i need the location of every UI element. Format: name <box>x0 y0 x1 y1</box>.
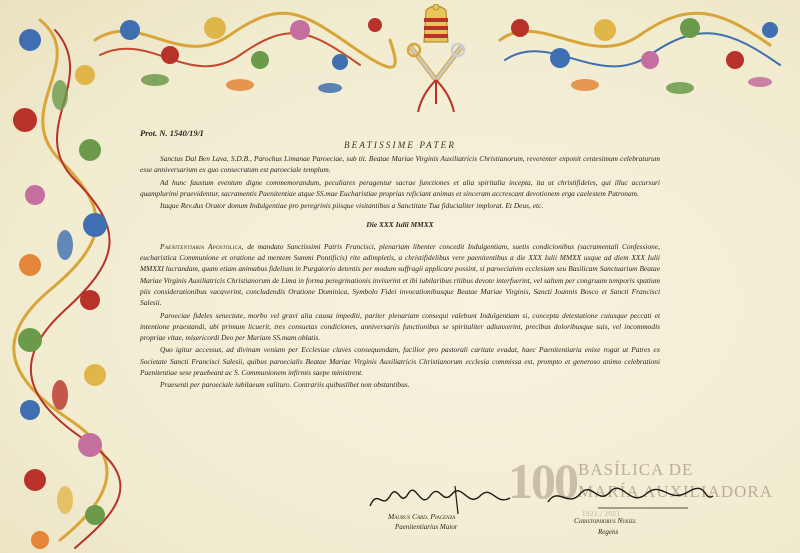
signer-right-title: Regens <box>598 528 619 536</box>
illuminated-border-left <box>0 0 140 553</box>
paragraph-confessors: Quo igitur accessus, ad divinam veniam per Ecclesiae claves consequendam, facilior pro pastorali caritate evadat, haec Paenitentiaria enixe rogat ut Patres ex Societate Sancti Francisci Salesii, quibus paroecialis Beatae Mariae Virginis Auxiliatricis Christianorum ecclesia commissa est, prompto et generoso animo celebrationi Paenitentiae sese praebeant ac S. Communionem infirmis saepe ministrent. <box>140 345 660 378</box>
paragraph-decree <box>140 241 660 309</box>
watermark-number: 100 <box>508 453 577 509</box>
decree-text: de mandato Sanctissimi Patris Francisci, plenariam libenter concedit Indulgentiam, suetis condicionibus (sacramentali Confessione, eucharistica Communione et oratione ad mentem Summi Pontificis) rite adimpletis, a christifidelibus vere paenitentibus a die XXX Iulii MMXX usque ad diem XXX Iulii MMXXI lucrandam, quam etiam animabus fidelium in Purgatorio detentis per modum suffragii applicare possint, si paroecialem ecclesiam seu Basilicam Sanctuarium Beatae Mariae Virginis Auxiliatricis Christianorum de Lima in forma peregrinationis inviserint et ibi iubilaribus ritibus devote interfuerint, vel saltem per congruum temporis spatium piis considerationibus vacaverint, concludendis Oratione Dominica, Symbolo Fidei invocationibusque Beatae Mariae Virginis, Sancti Ioannis Bosco et Sancti Francisci Salesii. <box>140 241 660 308</box>
signer-right-name: Christophorus Nykiel <box>574 516 637 525</box>
signer-left-title: Paenitentiarius Maior <box>395 523 458 531</box>
date-line: Die XXX Iulii MMXX <box>366 220 434 230</box>
signer-left-name: Maurus Card. Piacenza <box>388 512 456 521</box>
paragraph-validity: Praesenti per paroeciale iubilaeum valituro. Contrariis quibuslibet non obstantibus. <box>160 380 410 390</box>
watermark-line1: BASÍLICA DE <box>578 460 694 479</box>
paragraph-impediti: Paroeciae fideles senectute, morbo vel gravi alia causa impediti, pariter plenariam consequi valebunt Indulgentiam si, concepta detestatione cuiusque peccati et intentione praestandi, ubi primum licuerit, tres consuetas condiciones, anniversariis functionibus se spiritaliter adiunxerint, precibus doloribusque suis, vel incommodis propriae vitae, misericordi Deo per Mariam SS.mam oblatis. <box>140 310 660 343</box>
paragraph-occasion: Ad hunc faustum eventum digne commemorandum, peculiares peragentur sacrae functiones et alia spiritalia incepta, ita ut christifideles, qui illuc accursuri quamplurimi praevidentur, sacramentis Paenitentiae atque SS.mae Eucharistiae proprias reficiant animas et sinceram accrescant devotionem erga caelestem Patronam. <box>140 177 660 198</box>
papal-coat-of-arms-icon <box>400 4 472 116</box>
paragraph-petition: Sanctus Dal Ben Lava, S.D.B., Parochus Limanae Paroeciae, sub tit. Beatae Mariae Virginis Auxiliatricis Christianorum, reverenter exponit centesimum celebraturum esse anniversarium ex quo consecratum est paroeciale templum. <box>140 154 660 175</box>
watermark-years: 1921 | 2021 <box>582 510 621 518</box>
watermark-line2: MARÍA AUXILIADORA <box>578 482 774 501</box>
paragraph-request: Itaque Rev.dus Orator donum Indulgentiae pro peregrinis piisque visitantibus a Sanctitate Tua fiducialiter implorat. Et Deus, etc. <box>160 201 544 211</box>
document-heading: BEATISSIME PATER <box>343 140 457 150</box>
paenitentiaria-label: Paenitentiaria Apostolica, <box>160 241 244 251</box>
signature-right-scrawl <box>538 478 718 518</box>
protocol-number: Prot. N. 1540/19/I <box>140 128 204 138</box>
document-body <box>140 153 660 392</box>
